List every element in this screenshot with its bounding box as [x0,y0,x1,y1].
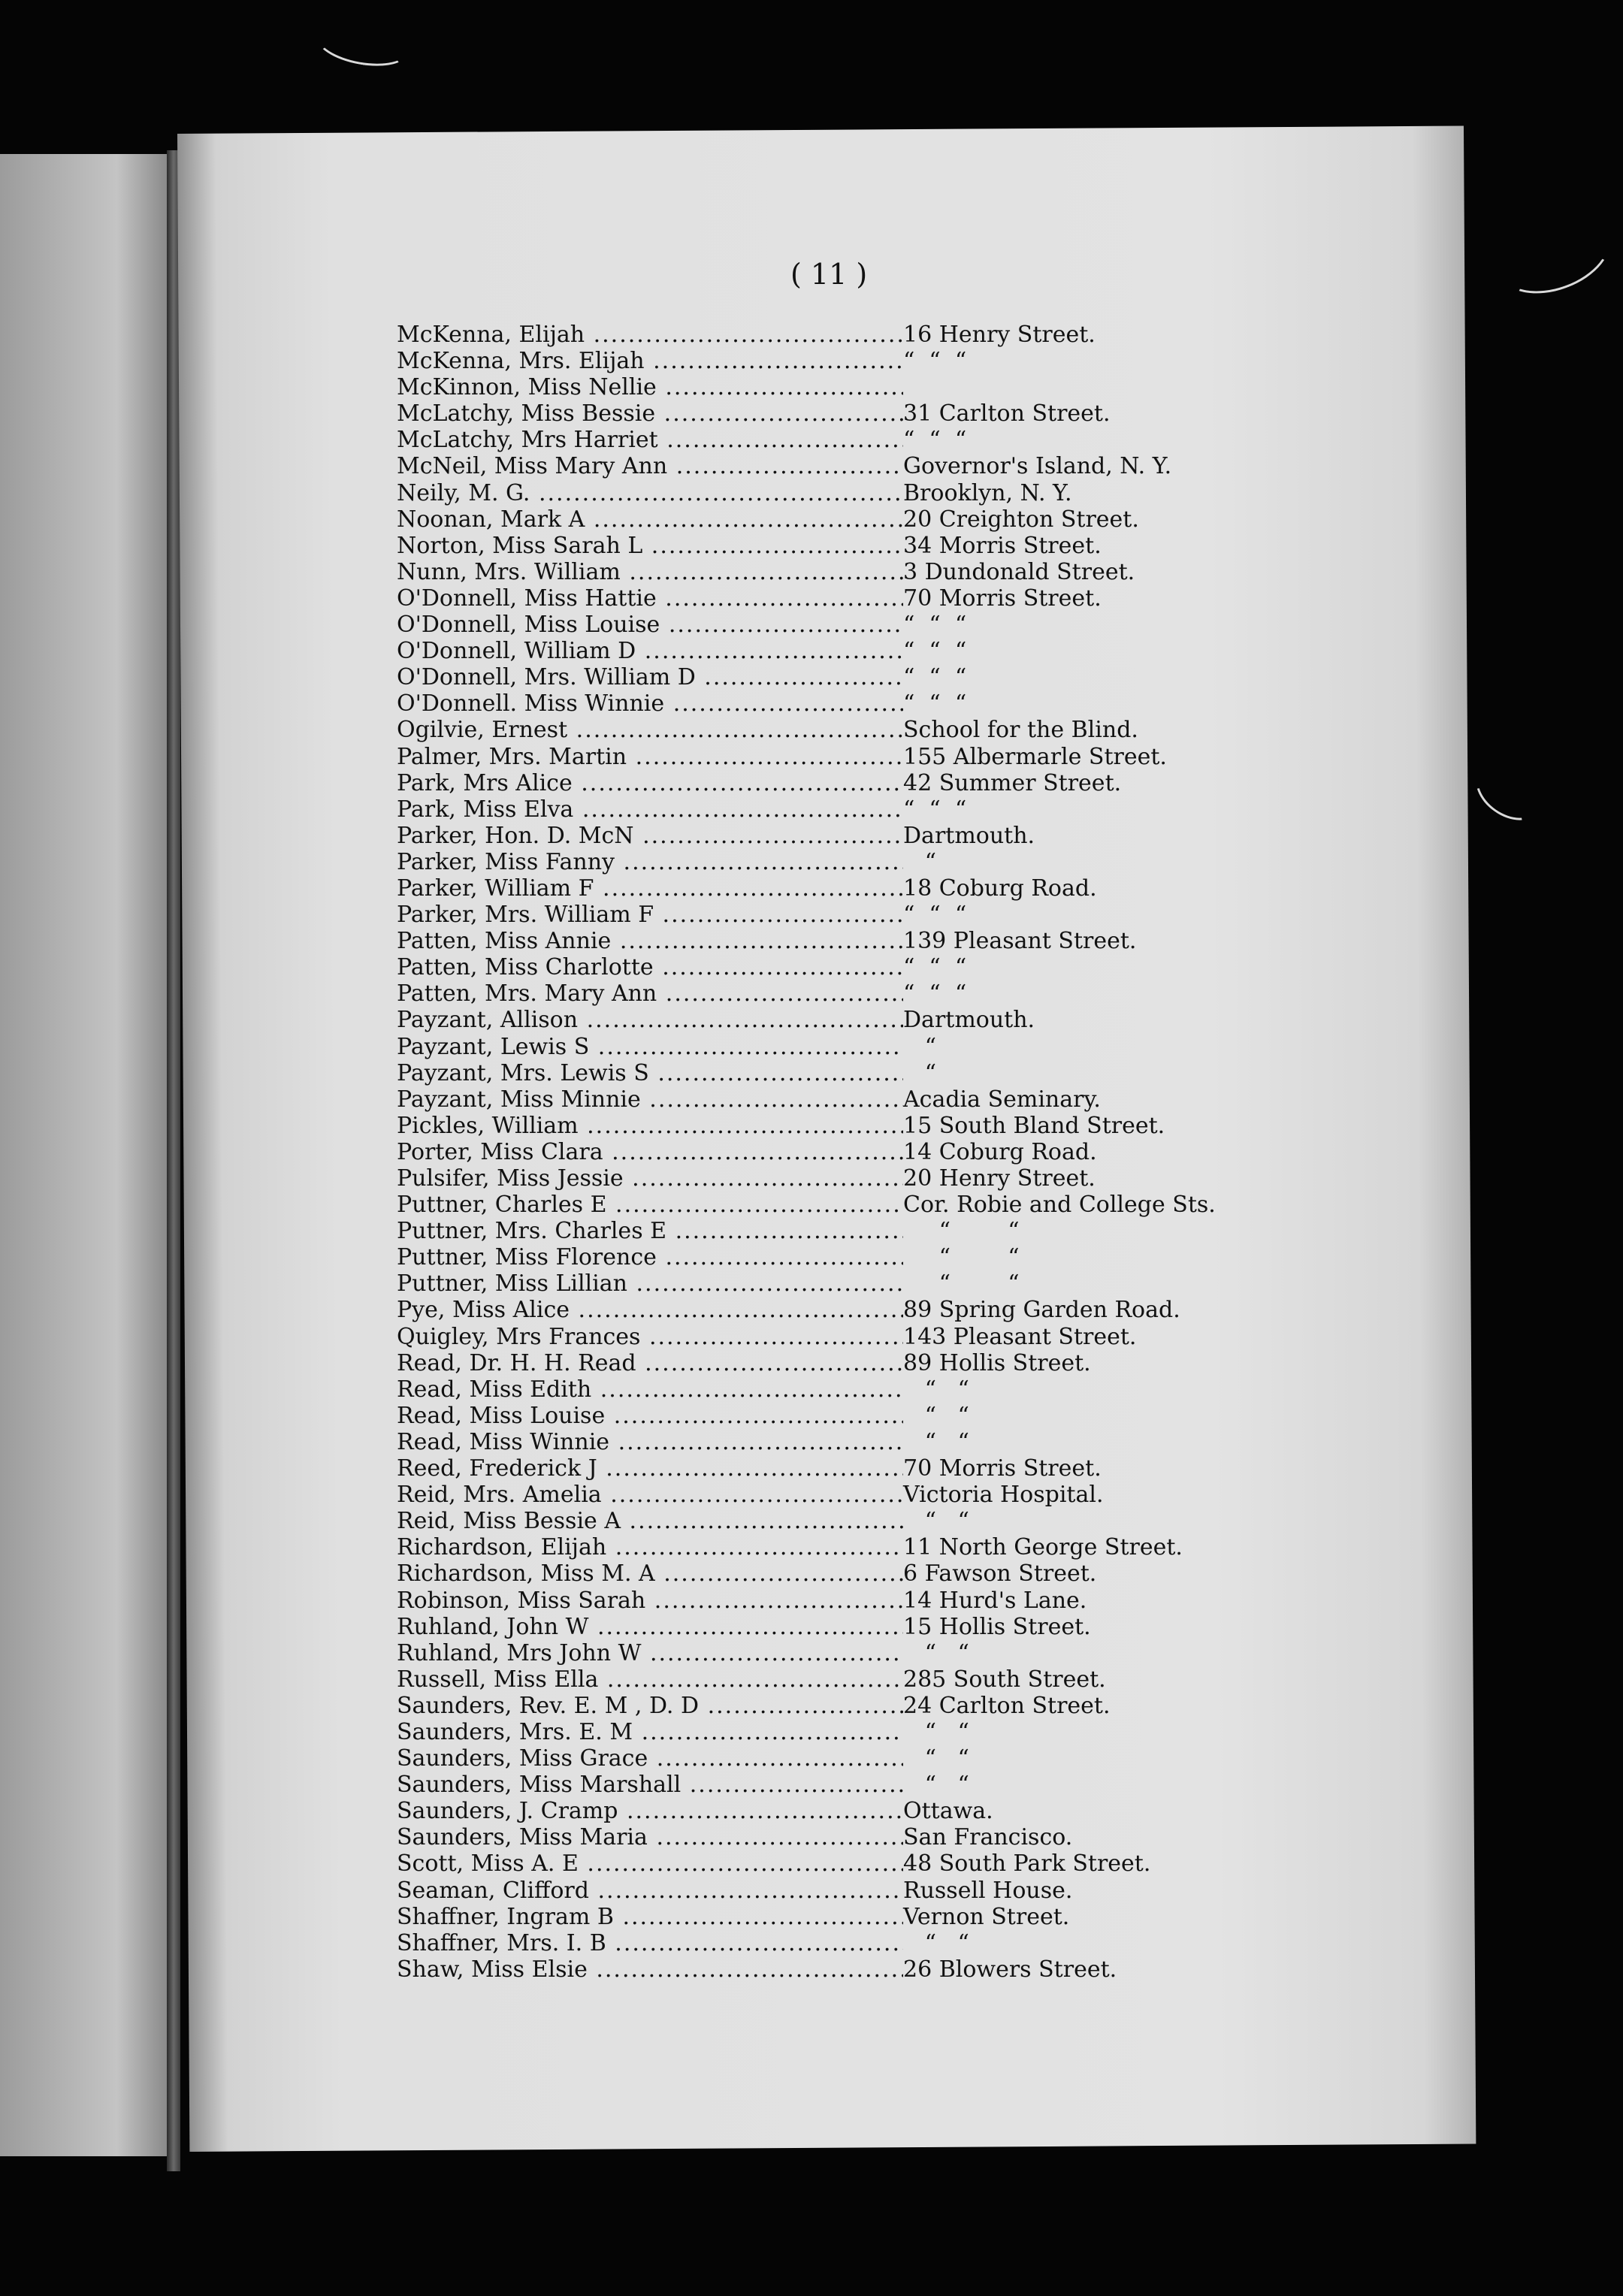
entry-name: Puttner, Mrs. Charles E ..... [397,1218,903,1244]
entry-address: 89 Hollis Street. [903,1349,1091,1376]
directory-entry [397,875,1261,902]
entry-address: “ [903,1033,936,1060]
entry-address: “ “ [903,1376,969,1403]
entry-address: Governor's Island, N. Y. [903,453,1172,480]
entry-address: “ “ [903,1244,1020,1271]
entry-address: 14 Hurd's Lane. [903,1587,1087,1614]
entry-name: O'Donnell, Miss Louise ..... [397,612,903,638]
entry-name: Shaffner, Ingram B ..... [397,1904,903,1930]
entry-address: “ “ “ [903,348,967,375]
entry-address: “ “ [903,1218,1020,1245]
entry-name: Read, Miss Winnie ..... [397,1429,903,1455]
directory-entry [397,1798,1261,1824]
directory-entry [397,1034,1261,1060]
directory-entry [397,1270,1261,1297]
entry-address: “ [903,848,936,875]
directory-entry [397,400,1261,427]
directory-entry [397,374,1261,400]
directory-entry [397,1403,1261,1429]
directory-entry [397,1560,1261,1587]
directory-entry [397,1324,1261,1350]
entry-name: Porter, Miss Clara ..... [397,1139,903,1165]
entry-address: “ “ “ [903,612,967,639]
entry-name: Noonan, Mark A ..... [397,506,903,533]
entry-name: Saunders, Miss Maria ..... [397,1824,903,1850]
entry-address: 15 Hollis Street. [903,1613,1091,1640]
directory-entry [397,480,1261,506]
directory-entry [397,1007,1261,1033]
directory-entry [397,638,1261,664]
directory-entry [397,1508,1261,1534]
entry-name: Saunders, J. Cramp ..... [397,1798,903,1824]
directory-entry [397,506,1261,533]
entry-name: Payzant, Allison ..... [397,1007,903,1033]
left-page-edge [0,154,167,2156]
directory-entry [397,1588,1261,1614]
entry-address: “ “ [903,1772,969,1799]
directory-entry [397,1878,1261,1904]
entry-address: “ “ [903,1402,969,1429]
directory-entry [397,1666,1261,1693]
entry-address: Cor. Robie and College Sts. [903,1192,1216,1219]
entry-address: 20 Henry Street. [903,1165,1096,1192]
entry-address: 24 Carlton Street. [903,1692,1111,1719]
directory-entry [397,453,1261,479]
entry-address: Dartmouth. [903,1007,1035,1034]
directory-entry [397,1745,1261,1772]
entry-name: Pye, Miss Alice ..... [397,1297,903,1323]
entry-address: 31 Carlton Street. [903,400,1111,427]
entry-address: “ “ [903,1639,969,1666]
entry-address: Dartmouth. [903,822,1035,849]
entry-address: 18 Coburg Road. [903,875,1097,902]
entry-name: Patten, Miss Charlotte ..... [397,954,903,980]
entry-address: Brooklyn, N. Y. [903,479,1072,506]
directory-entry [397,664,1261,690]
directory-entry [397,1482,1261,1508]
scan-scratch [313,14,413,72]
entry-address: “ “ “ [903,796,967,823]
entry-address: “ “ “ [903,664,967,691]
entry-name: Parker, William F ..... [397,875,903,902]
directory-entry [397,533,1261,559]
entry-name: Parker, Mrs. William F ..... [397,902,903,928]
directory-entry [397,690,1261,717]
entry-address: “ “ “ [903,638,967,665]
entry-name: Puttner, Charles E ..... [397,1192,903,1218]
entry-address: “ “ “ [903,980,967,1008]
directory-entry [397,1534,1261,1560]
entry-name: Shaw, Miss Elsie ..... [397,1956,903,1983]
directory-entry [397,1455,1261,1482]
directory-entry [397,717,1261,743]
directory-entry [397,1772,1261,1798]
directory-entry [397,348,1261,374]
entry-address: “ “ [903,1428,969,1455]
scan-scratch [1465,750,1552,832]
entry-address: Russell House. [903,1877,1073,1904]
directory-entry [397,1113,1261,1139]
entry-address: “ [903,1059,936,1086]
entry-name: Payzant, Miss Minnie ..... [397,1086,903,1113]
entry-address: 3 Dundonald Street. [903,558,1135,585]
entry-name: Norton, Miss Sarah L ..... [397,533,903,559]
directory-entry [397,1824,1261,1850]
directory-entry [397,585,1261,612]
entry-name: Robinson, Miss Sarah ..... [397,1588,903,1614]
entry-name: Puttner, Miss Lillian ..... [397,1270,903,1297]
directory-entry [397,1376,1261,1403]
entry-address: 285 South Street. [903,1666,1106,1693]
entry-address: “ “ [903,1718,969,1745]
entry-address: “ “ “ [903,690,967,718]
entry-name: McKenna, Mrs. Elijah ..... [397,348,903,374]
entry-address: 143 Pleasant Street. [903,1323,1137,1350]
entry-name: Richardson, Elijah ..... [397,1534,903,1560]
directory-entry [397,1218,1261,1244]
entry-name: Richardson, Miss M. A ..... [397,1560,903,1587]
entry-address: 6 Fawson Street. [903,1560,1097,1588]
entry-address: 20 Creighton Street. [903,506,1139,533]
entry-name: Shaffner, Mrs. I. B ..... [397,1930,903,1956]
directory-entry [397,1139,1261,1165]
entry-name: O'Donnell. Miss Winnie ..... [397,690,903,717]
directory-entry [397,427,1261,453]
entry-address: “ “ [903,1929,969,1956]
entry-name: McNeil, Miss Mary Ann ..... [397,453,903,479]
entry-name: Saunders, Mrs. E. M ..... [397,1719,903,1745]
entry-address: “ “ [903,1508,969,1535]
entry-address: 89 Spring Garden Road. [903,1297,1180,1324]
directory-entry [397,322,1261,348]
directory-entry [397,1904,1261,1930]
entry-name: Read, Miss Louise ..... [397,1403,903,1429]
directory-entry [397,1297,1261,1323]
entry-name: Pulsifer, Miss Jessie ..... [397,1165,903,1192]
entry-address: 70 Morris Street. [903,1455,1102,1482]
entry-name: Saunders, Miss Marshall ..... [397,1772,903,1798]
entry-address: School for the Blind. [903,717,1138,744]
directory-entry [397,744,1261,770]
entry-address: “ “ [903,1270,1020,1298]
entry-name: Park, Miss Elva ..... [397,796,903,823]
entry-name: Quigley, Mrs Frances ..... [397,1324,903,1350]
entry-address: “ “ “ [903,427,967,454]
entry-address: “ “ “ [903,902,967,929]
entry-name: Palmer, Mrs. Martin ..... [397,744,903,770]
entry-name: McKinnon, Miss Nellie ..... [397,374,903,400]
entry-address: Vernon Street. [903,1903,1070,1930]
entry-name: Saunders, Rev. E. M , D. D ..... [397,1693,903,1719]
entry-address: Victoria Hospital. [903,1482,1104,1509]
entry-name: Neily, M. G. ..... [397,480,903,506]
entry-address: Acadia Seminary. [903,1086,1101,1113]
entry-address: 34 Morris Street. [903,532,1102,559]
book-spine [167,150,180,2171]
entry-name: Reid, Miss Bessie A ..... [397,1508,903,1534]
directory-entry [397,612,1261,638]
entry-address: 15 South Bland Street. [903,1112,1165,1139]
entry-name: Seaman, Clifford ..... [397,1878,903,1904]
entry-address: 14 Coburg Road. [903,1138,1097,1165]
directory-entry [397,796,1261,823]
entry-name: Ruhland, John W ..... [397,1614,903,1640]
directory-entry [397,902,1261,928]
entry-address: “ “ [903,1745,969,1772]
entry-name: Read, Dr. H. H. Read ..... [397,1350,903,1376]
entry-name: Read, Miss Edith ..... [397,1376,903,1403]
entry-address: 155 Albermarle Street. [903,743,1167,770]
directory-entry [397,770,1261,796]
directory-entry [397,1850,1261,1877]
directory-entry [397,928,1261,954]
directory-entry [397,1719,1261,1745]
entry-name: Ogilvie, Ernest ..... [397,717,903,743]
entry-name: Park, Mrs Alice ..... [397,770,903,796]
directory-entry [397,1956,1261,1983]
directory-entry [397,559,1261,585]
entry-name: McLatchy, Mrs Harriet ..... [397,427,903,453]
entry-name: Ruhland, Mrs John W ..... [397,1640,903,1666]
entry-name: McLatchy, Miss Bessie ..... [397,400,903,427]
directory-entry [397,1060,1261,1086]
entry-address: “ “ “ [903,954,967,981]
entry-name: Patten, Miss Annie ..... [397,928,903,954]
entry-name: Parker, Miss Fanny ..... [397,849,903,875]
directory-entry [397,1930,1261,1956]
directory-entry [397,1165,1261,1192]
directory-entry [397,1693,1261,1719]
entry-address: 48 South Park Street. [903,1850,1151,1878]
entry-name: O'Donnell, Miss Hattie ..... [397,585,903,612]
entry-name: O'Donnell, Mrs. William D ..... [397,664,903,690]
entry-address: San Francisco. [903,1824,1073,1851]
entry-name: O'Donnell, William D ..... [397,638,903,664]
directory-entry [397,1086,1261,1113]
entry-address: Ottawa. [903,1798,993,1825]
directory-entry [397,1244,1261,1270]
entry-address: 16 Henry Street. [903,322,1096,348]
entry-address: 70 Morris Street. [903,585,1102,612]
page-number: ( 11 ) [790,258,868,291]
directory-entry [397,1614,1261,1640]
entry-name: Reed, Frederick J ..... [397,1455,903,1482]
directory-entry [397,954,1261,980]
entry-address: 11 North George Street. [903,1534,1183,1561]
directory-entry [397,980,1261,1007]
directory-entry [397,1429,1261,1455]
entry-name: Russell, Miss Ella ..... [397,1666,903,1693]
directory-entry [397,849,1261,875]
directory-entry [397,1640,1261,1666]
directory-entry [397,823,1261,849]
entry-address: 42 Summer Street. [903,769,1122,796]
scan-scratch [1486,200,1621,308]
entry-name: Nunn, Mrs. William ..... [397,559,903,585]
directory-entry [397,1192,1261,1218]
entry-name: Reid, Mrs. Amelia ..... [397,1482,903,1508]
entry-address: 139 Pleasant Street. [903,928,1137,955]
entry-name: Patten, Mrs. Mary Ann ..... [397,980,903,1007]
entry-name: Saunders, Miss Grace ..... [397,1745,903,1772]
entry-name: Payzant, Lewis S ..... [397,1034,903,1060]
directory-list [397,322,1261,1983]
entry-address: 26 Blowers Street. [903,1956,1117,1983]
entry-name: Pickles, William ..... [397,1113,903,1139]
entry-name: McKenna, Elijah ..... [397,322,903,348]
entry-name: Payzant, Mrs. Lewis S ..... [397,1060,903,1086]
directory-entry [397,1350,1261,1376]
entry-name: Scott, Miss A. E ..... [397,1850,903,1877]
entry-name: Puttner, Miss Florence ..... [397,1244,903,1270]
entry-name: Parker, Hon. D. McN ..... [397,823,903,849]
